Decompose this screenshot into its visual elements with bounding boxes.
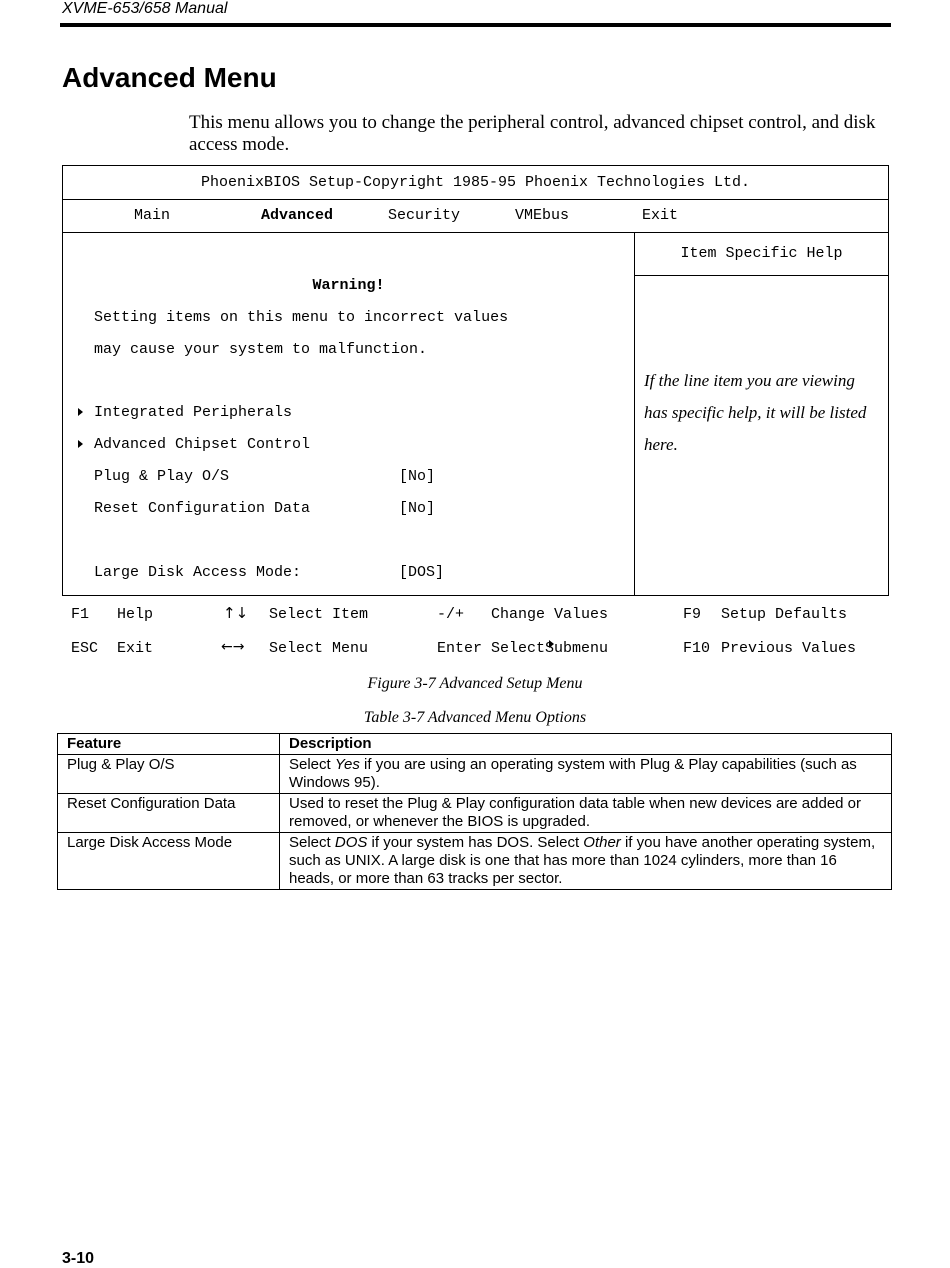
item-label: Large Disk Access Mode:	[94, 564, 302, 581]
item-advanced-chipset-control[interactable]	[94, 436, 310, 453]
item-value[interactable]: [DOS]	[399, 564, 445, 581]
warning-line-2: may cause your system to malfunction.	[94, 341, 428, 358]
item-value[interactable]: [No]	[399, 468, 436, 485]
running-header: XVME-653/658 Manual	[62, 0, 228, 17]
submenu-arrow-icon	[549, 640, 554, 648]
desc-text: if you have another operating system, such as UNIX. A large disk is one that has more than 1024 cylinders, more than 16 heads, or more than 63 tracks per sector.	[289, 834, 876, 887]
desc-text: if you are using an operating system with Plug & Play capabilities (such as Windows 95).	[289, 756, 857, 791]
help-title: Item Specific Help	[635, 233, 888, 276]
figure-caption: Figure 3-7 Advanced Setup Menu	[367, 675, 583, 692]
table-row	[58, 833, 892, 890]
page-number: 3-10	[62, 1250, 95, 1267]
menu-security[interactable]: Security	[388, 207, 461, 224]
key-esc-action: Exit	[117, 640, 154, 657]
options-table	[57, 733, 892, 890]
intro-paragraph: This menu allows you to change the peripheral control, advanced chipset control, and disk access mode.	[189, 112, 876, 155]
menu-advanced[interactable]: Advanced	[261, 207, 334, 224]
key-enter: Enter	[437, 640, 483, 657]
up-down-arrows-icon: ↑↓	[223, 604, 249, 622]
table-row	[58, 755, 892, 794]
desc-text: if your system has DOS. Select	[367, 834, 584, 851]
bios-copyright: PhoenixBIOS Setup-Copyright 1985-95 Phoenix Technologies Ltd.	[63, 166, 888, 200]
key-f9-action: Setup Defaults	[721, 606, 848, 623]
item-label: Integrated Peripherals	[94, 404, 293, 421]
item-value[interactable]: [No]	[399, 500, 436, 517]
description-cell: Used to reset the Plug & Play configuration data table when new devices are added or removed, or whenever the BIOS is upgraded.	[280, 794, 892, 833]
submenu-arrow-icon	[78, 440, 83, 448]
bios-main-pane	[63, 233, 635, 595]
warning-line-1: Setting items on this menu to incorrect values	[94, 309, 509, 326]
header-rule	[60, 23, 891, 27]
item-label: Plug & Play O/S	[94, 468, 230, 485]
item-plug-and-play[interactable]	[94, 468, 614, 485]
key-enter-action-pre: Select	[491, 640, 546, 657]
feature-cell: Plug & Play O/S	[58, 755, 280, 794]
warning-title: Warning!	[312, 277, 385, 294]
description-cell	[280, 833, 892, 890]
menu-main[interactable]: Main	[134, 207, 171, 224]
bios-key-legend	[71, 606, 891, 666]
menu-exit[interactable]: Exit	[642, 207, 679, 224]
item-reset-configuration-data[interactable]	[94, 500, 614, 517]
desc-text: Select	[289, 756, 335, 773]
key-enter-action-post: Submenu	[545, 640, 609, 657]
key-f1-action: Help	[117, 606, 154, 623]
key-f10-action: Previous Values	[721, 640, 857, 657]
desc-text: Select	[289, 834, 335, 851]
key-esc: ESC	[71, 640, 99, 657]
key-leftright-action: Select Menu	[269, 640, 369, 657]
key-updown-action: Select Item	[269, 606, 369, 623]
left-right-arrows-icon: ←→	[221, 639, 245, 655]
header-feature: Feature	[58, 734, 280, 755]
submenu-arrow-icon	[78, 408, 83, 416]
header-description: Description	[280, 734, 892, 755]
table-caption: Table 3-7 Advanced Menu Options	[363, 709, 587, 726]
item-label: Reset Configuration Data	[94, 500, 311, 517]
bios-menubar	[63, 199, 888, 233]
help-text: If the line item you are viewing has specific help, it will be listed here.	[644, 371, 867, 454]
description-cell	[280, 755, 892, 794]
key-plusminus: -/+	[437, 606, 465, 623]
key-f10: F10	[683, 640, 711, 657]
table-row	[58, 794, 892, 833]
key-f9: F9	[683, 606, 702, 623]
section-title: Advanced Menu	[62, 62, 277, 93]
desc-emphasis: DOS	[334, 834, 368, 851]
item-label: Advanced Chipset Control	[94, 436, 311, 453]
item-integrated-peripherals[interactable]	[94, 404, 292, 421]
item-large-disk-access-mode[interactable]	[94, 564, 614, 581]
menu-vmebus[interactable]: VMEbus	[515, 207, 570, 224]
feature-cell: Large Disk Access Mode	[58, 833, 280, 890]
key-enter-action	[491, 640, 608, 657]
feature-cell: Reset Configuration Data	[58, 794, 280, 833]
bios-help-pane	[635, 233, 888, 595]
desc-emphasis: Yes	[334, 756, 360, 773]
desc-emphasis: Other	[583, 834, 621, 851]
key-f1: F1	[71, 606, 90, 623]
table-header-row	[58, 734, 892, 755]
key-plusminus-action: Change Values	[491, 606, 609, 623]
bios-screen	[62, 165, 889, 596]
